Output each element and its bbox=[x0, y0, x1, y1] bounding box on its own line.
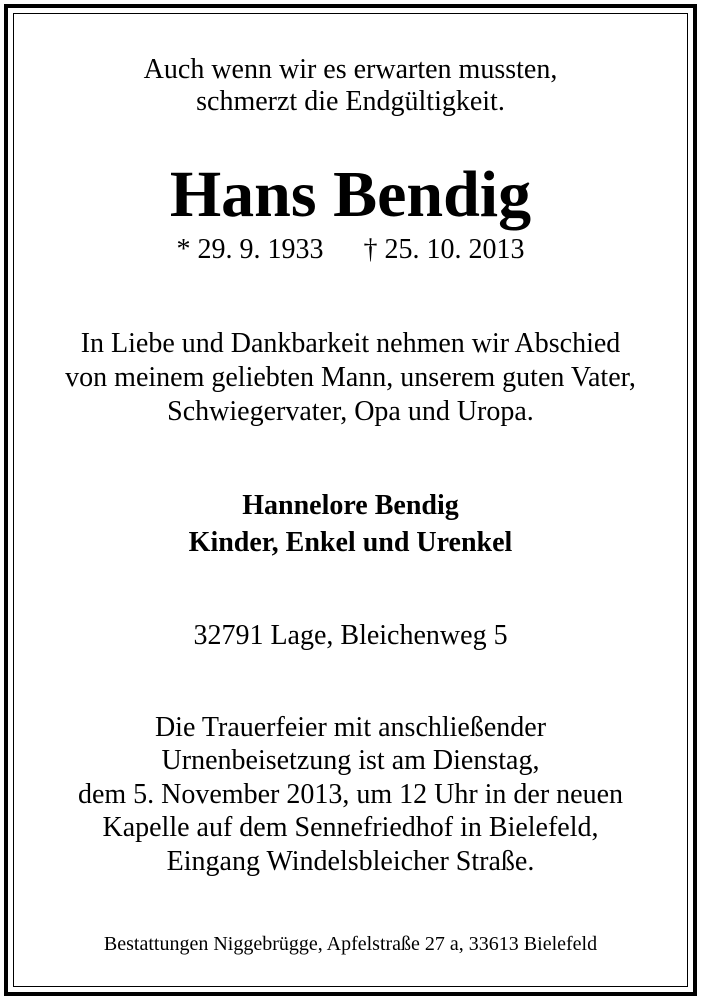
death-date: † 25. 10. 2013 bbox=[363, 234, 525, 265]
farewell-line-3: Schwiegervater, Opa und Uropa. bbox=[167, 396, 534, 427]
deceased-name: Hans Bendig bbox=[169, 158, 532, 231]
undertaker-info: Bestattungen Niggebrügge, Apfelstraße 27 a, 33613 Bielefeld bbox=[103, 933, 598, 955]
motto-line-1: Auch wenn wir es erwarten mussten, bbox=[143, 54, 558, 85]
family-address: 32791 Lage, Bleichenweg 5 bbox=[193, 620, 508, 651]
funeral-line-5: Eingang Windelsbleicher Straße. bbox=[166, 846, 535, 877]
birth-date: * 29. 9. 1933 bbox=[176, 234, 324, 265]
funeral-line-4: Kapelle auf dem Sennefriedhof in Bielefeld, bbox=[102, 812, 599, 843]
motto-line-2: schmerzt die Endgültigkeit. bbox=[196, 86, 505, 117]
funeral-line-2: Urnenbeisetzung ist am Dienstag, bbox=[161, 745, 540, 776]
mourner-line-1: Hannelore Bendig bbox=[242, 490, 459, 521]
life-dates bbox=[0, 236, 701, 264]
farewell-line-2: von meinem geliebten Mann, unserem guten Vater, bbox=[65, 362, 636, 393]
funeral-line-1: Die Trauerfeier mit anschließender bbox=[154, 712, 547, 743]
mourner-line-2: Kinder, Enkel und Urenkel bbox=[188, 527, 513, 558]
funeral-line-3: dem 5. November 2013, um 12 Uhr in der neuen bbox=[77, 779, 624, 810]
farewell-line-1: In Liebe und Dankbarkeit nehmen wir Abschied bbox=[80, 328, 621, 359]
